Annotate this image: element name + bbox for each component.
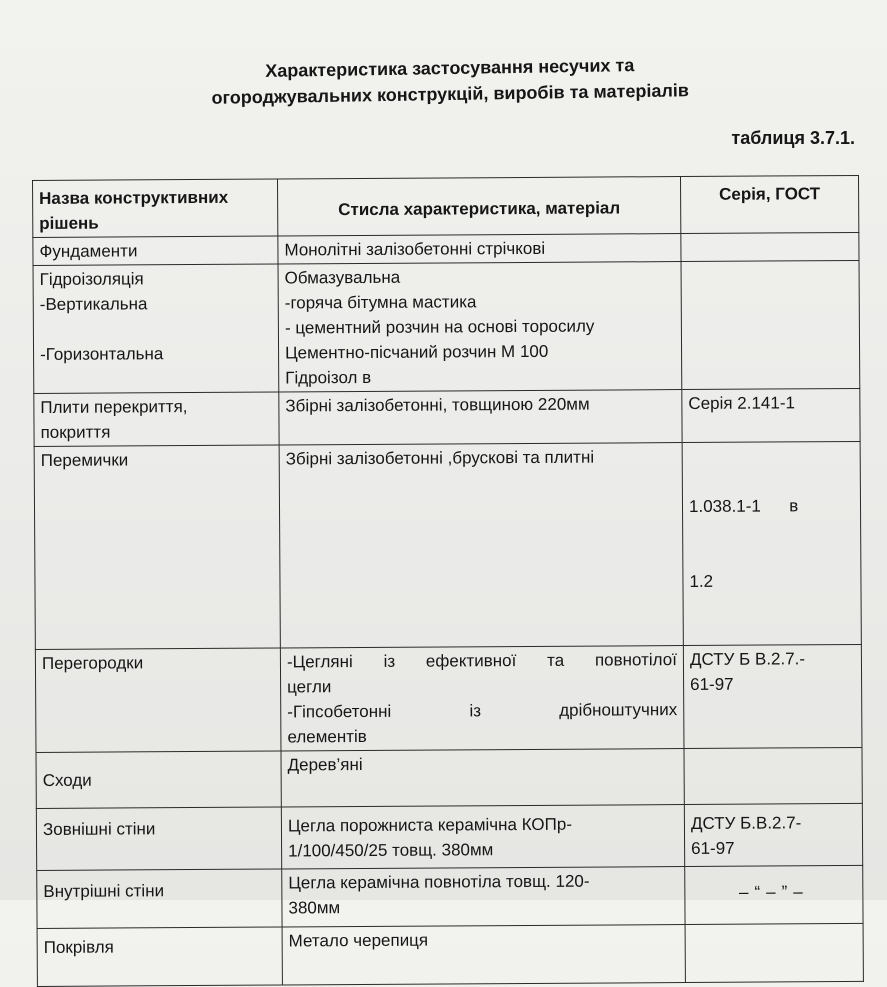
series-line: ДСТУ Б.В.2.7-: [690, 813, 802, 833]
row-series: [682, 388, 860, 442]
row-name: Фундаменти: [33, 236, 278, 265]
row-description: [278, 262, 682, 392]
desc-line: Збірні залізобетонні, товщиною 220мм: [285, 394, 590, 416]
row-name: Сходи: [36, 751, 281, 808]
row-name: Зовнішні стіни: [36, 807, 281, 870]
row-name: Покрівля: [37, 927, 282, 986]
series-line: 1.038.1-1 в: [688, 496, 799, 516]
desc-line: Цегла порожниста керамічна КОПр-: [287, 814, 573, 836]
table-row: [33, 260, 860, 393]
row-name: Перемички: [34, 445, 280, 649]
table-row: [37, 923, 863, 986]
desc-line: -горяча бітумна мастика: [284, 292, 477, 313]
desc-line: -Цегляні із ефективної та повнотілої: [286, 650, 677, 672]
row-series: [685, 923, 863, 982]
row-name: [33, 264, 279, 393]
table-number: таблиця 3.7.1.: [731, 128, 855, 148]
table-row: [36, 803, 862, 870]
table-row: [35, 644, 862, 752]
row-description: [280, 646, 684, 751]
series-line: 61-97: [690, 674, 734, 694]
desc-line: Цементно-пісчаний розчин М 100: [285, 341, 549, 363]
name-line-empty: [40, 366, 272, 392]
row-name: [34, 392, 279, 446]
desc-line: Гідроізол в: [285, 367, 372, 388]
row-description: [278, 234, 681, 264]
row-series: [681, 232, 859, 261]
name-line: Гідроізоляція: [39, 269, 144, 289]
desc-line: - цементний розчин на основі торосилу: [284, 316, 595, 338]
desc-line: Збірні залізобетонні ,брускові та плитні: [285, 447, 595, 469]
series-line: ДСТУ Б В.2.7.-: [689, 649, 806, 669]
header-series: Серія, ГОСТ: [680, 175, 858, 233]
table-row: [37, 865, 863, 928]
desc-line: Обмазувальна: [284, 267, 401, 288]
desc-line: Цегла керамічна повнотіла товщ. 120-: [288, 871, 590, 893]
name-line-empty: [40, 316, 272, 342]
header-structure-name: [33, 179, 278, 237]
name-line: -Вертикальна: [39, 294, 148, 314]
title-line-2: огороджувальних конструкцій, виробів та матеріалів: [211, 80, 690, 108]
row-series: [685, 865, 863, 924]
ditto-mark: –“–”–: [738, 882, 809, 902]
desc-line: Монолітні залізобетонні стрічкові: [284, 238, 546, 260]
row-series: [681, 260, 860, 389]
desc-line: елементів: [287, 726, 367, 747]
name-line: Плити перекриття,: [40, 397, 188, 417]
table-header-row: [33, 175, 859, 237]
row-description: [281, 805, 684, 869]
series-line: Серія 2.141-1: [688, 393, 795, 413]
row-description: [282, 925, 685, 985]
desc-line: цегли: [287, 677, 332, 697]
name-line: покриття: [40, 422, 111, 442]
header-structure-name-line2: рішень: [39, 213, 99, 233]
row-name: Внутрішні стіни: [37, 869, 282, 928]
row-description: [279, 390, 682, 445]
name-line: -Горизонтальна: [40, 344, 164, 364]
header-characteristics: Стисла характеристика, матеріал: [277, 177, 680, 236]
row-description: [281, 749, 684, 807]
row-series: [683, 644, 862, 748]
desc-line: 1/100/450/25 товщ. 380мм: [288, 840, 494, 861]
row-description: [282, 867, 685, 927]
document-title: [150, 50, 751, 111]
desc-line: Метало черепиця: [288, 930, 429, 951]
row-series: [684, 803, 862, 866]
header-structure-name-line1: Назва конструктивних: [39, 187, 229, 208]
desc-line: 380мм: [288, 898, 341, 918]
row-series: [684, 747, 862, 804]
desc-line: Дерев’яні: [287, 754, 363, 775]
table-row: [34, 388, 860, 446]
title-line-1: Характеристика застосування несучих та: [265, 55, 635, 81]
series-line: 61-97: [691, 838, 735, 858]
desc-line: -Гіпсобетонні із дрібноштучних: [287, 700, 678, 722]
series-line: 1.2: [689, 571, 714, 591]
table-row: [36, 747, 862, 808]
row-description: [279, 443, 683, 648]
row-name: Перегородки: [35, 648, 281, 752]
table-row: [34, 441, 861, 649]
row-series: [682, 441, 861, 645]
specs-table: [32, 175, 864, 987]
